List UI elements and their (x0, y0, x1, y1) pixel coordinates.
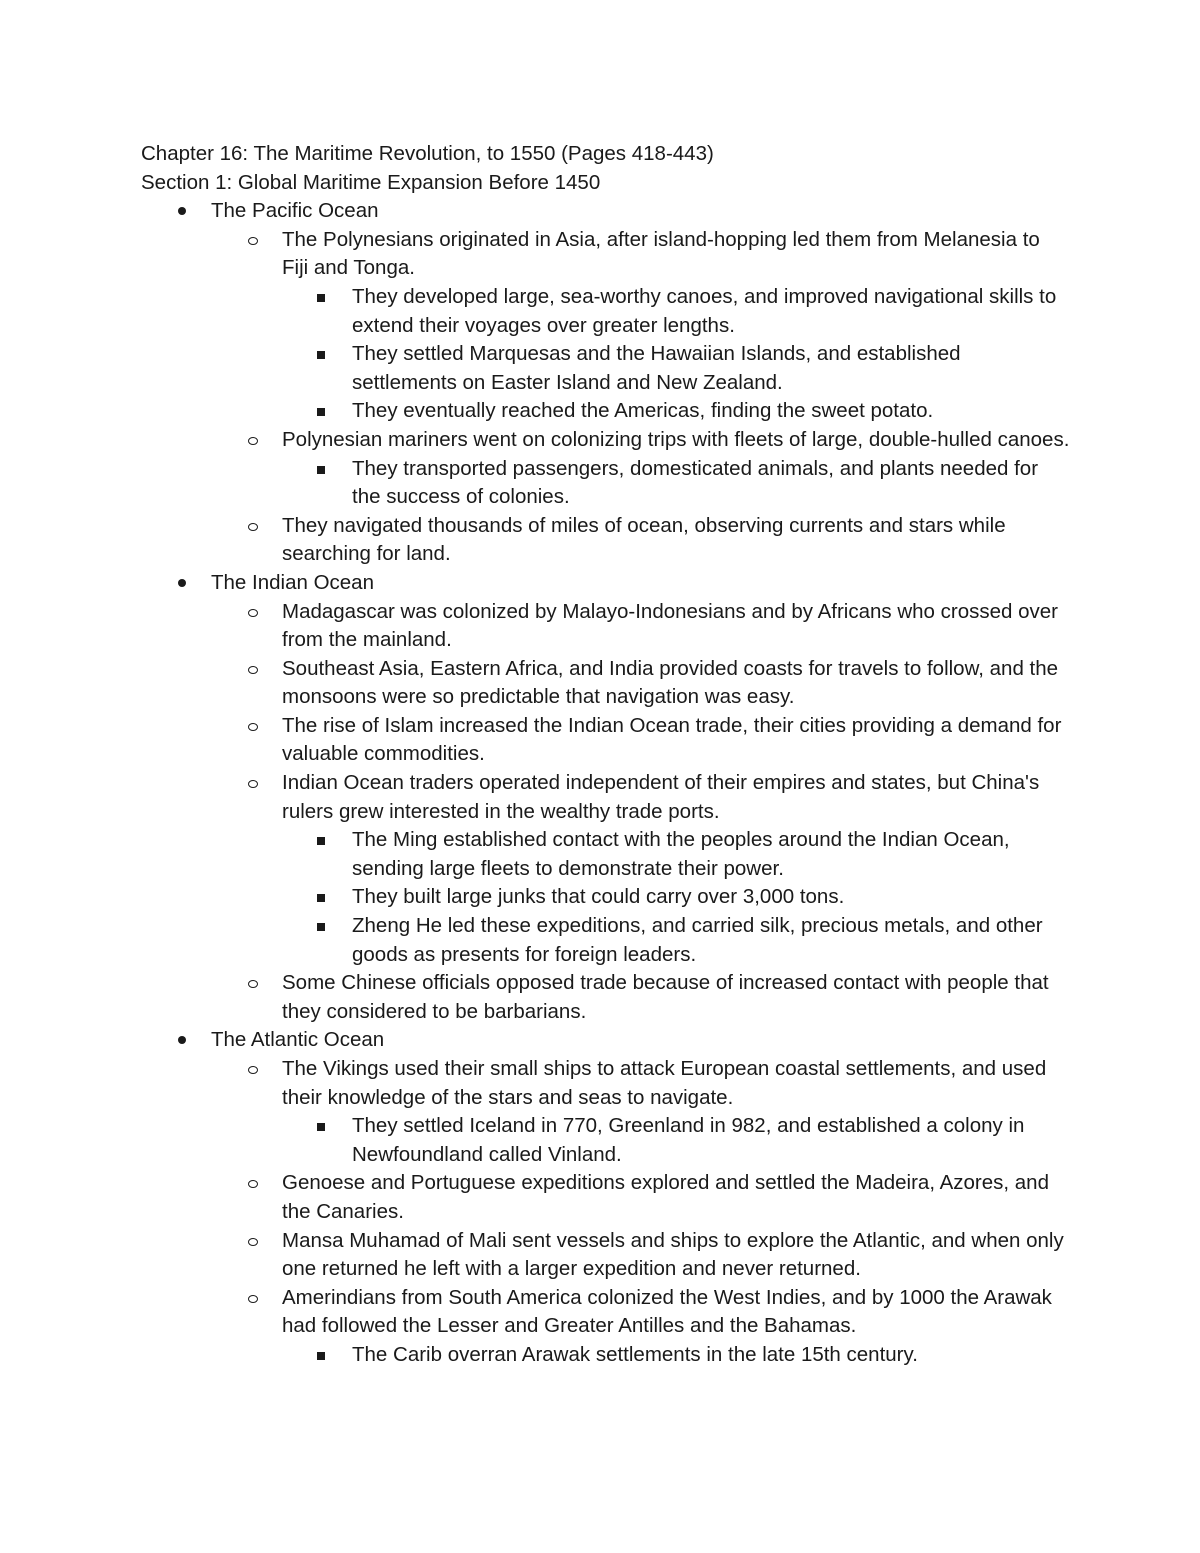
sub-sub-bullet (141, 1112, 1071, 1169)
bullet-square-icon (317, 1352, 325, 1360)
sub-bullet-text: Southeast Asia, Eastern Africa, and India provided coasts for travels to follow, and the monsoons were so predictable that navigation was easy. (282, 656, 1059, 709)
sub-sub-bullet-text: The Carib overran Arawak settlements in the late 15th century. (352, 1342, 918, 1366)
sub-bullet-text: Madagascar was colonized by Malayo-Indonesians and by Africans who crossed over from the mainland. (282, 599, 1058, 652)
sub-sub-bullet-text: They settled Iceland in 770, Greenland in 982, and established a colony in Newfoundland called Vinland. (352, 1114, 1025, 1166)
bullet-circle-icon (248, 1066, 258, 1074)
sub-bullet-text: They navigated thousands of miles of ocean, observing currents and stars while searching for land. (282, 513, 1006, 566)
sub-sub-bullet (141, 912, 1071, 969)
bullet-circle-icon (248, 237, 258, 245)
sub-bullet (141, 226, 1071, 283)
sub-bullet-text: Some Chinese officials opposed trade because of increased contact with people that they considered to be barbarians. (282, 971, 1049, 1023)
sub-bullet (141, 769, 1071, 826)
sub-bullet-text: The rise of Islam increased the Indian Ocean trade, their cities providing a demand for valuable commodities. (282, 713, 1062, 766)
bullet-square-icon (317, 294, 325, 302)
sub-bullet-text: Mansa Muhamad of Mali sent vessels and ships to explore the Atlantic, and when only one returned he left with a larger expedition and never returned. (282, 1228, 1064, 1281)
bullet-dot-icon (178, 207, 186, 215)
sub-bullet-text: Amerindians from South America colonized the West Indies, and by 1000 the Arawak had followed the Lesser and Greater Antilles and the Bahamas. (282, 1285, 1052, 1338)
bullet-square-icon (317, 1123, 325, 1131)
bullet-circle-icon (248, 1180, 258, 1188)
bullet-square-icon (317, 408, 325, 416)
bullet-circle-icon (248, 666, 258, 674)
bullet-square-icon (317, 923, 325, 931)
bullet-text: The Indian Ocean (211, 570, 374, 594)
sub-sub-bullet (141, 397, 1071, 426)
sub-bullet-text: Indian Ocean traders operated independent of their empires and states, but China's rulers grew interested in the wealthy trade ports. (282, 771, 1040, 823)
bullet-circle-icon (248, 780, 258, 788)
bullet-indian-ocean (141, 569, 1071, 598)
chapter-title: Chapter 16: The Maritime Revolution, to 1550 (Pages 418-443) (141, 142, 714, 165)
sub-bullet (141, 512, 1071, 569)
bullet-text: The Pacific Ocean (211, 199, 379, 223)
bullet-text: The Atlantic Ocean (211, 1028, 385, 1052)
sub-sub-bullet (141, 283, 1071, 340)
sub-bullet (141, 1284, 1071, 1341)
bullet-circle-icon (248, 1238, 258, 1246)
sub-sub-bullet (141, 883, 1071, 912)
sub-bullet (141, 655, 1071, 712)
sub-sub-bullet-text: They developed large, sea-worthy canoes, and improved navigational skills to extend their voyages over greater lengths. (352, 284, 1057, 337)
bullet-square-icon (317, 837, 325, 845)
bullet-pacific-ocean (141, 197, 1071, 226)
sub-sub-bullet-text: They settled Marquesas and the Hawaiian Islands, and established settlements on Easter Island and New Zealand. (352, 342, 961, 394)
sub-bullet-text: Polynesian mariners went on colonizing trips with fleets of large, double-hulled canoes. (282, 427, 1070, 451)
sub-bullet (141, 426, 1071, 455)
sub-bullet (141, 712, 1071, 769)
bullet-dot-icon (178, 579, 186, 587)
document-body (141, 140, 1071, 1370)
sub-sub-bullet (141, 455, 1071, 512)
sub-sub-bullet-text: They built large junks that could carry over 3,000 tons. (352, 885, 845, 909)
section-heading: Section 1: Global Maritime Expansion Before 1450 (141, 170, 601, 194)
bullet-square-icon (317, 466, 325, 474)
sub-bullet (141, 1055, 1071, 1112)
bullet-circle-icon (248, 523, 258, 531)
sub-sub-bullet-text: They transported passengers, domesticated animals, and plants needed for the success of colonies. (352, 456, 1039, 509)
sub-sub-bullet-text: The Ming established contact with the peoples around the Indian Ocean, sending large fleets to demonstrate their power. (352, 828, 1010, 880)
bullet-square-icon (317, 894, 325, 902)
bullet-square-icon (317, 351, 325, 359)
sub-sub-bullet (141, 826, 1071, 883)
sub-bullet (141, 969, 1071, 1026)
sub-sub-bullet (141, 340, 1071, 397)
sub-sub-bullet-text: Zheng He led these expeditions, and carried silk, precious metals, and other goods as presents for foreign leaders. (352, 914, 1043, 966)
sub-bullet-text: The Vikings used their small ships to attack European coastal settlements, and used their knowledge of the stars and seas to navigate. (282, 1057, 1047, 1109)
bullet-circle-icon (248, 980, 258, 988)
sub-sub-bullet (141, 1341, 1071, 1370)
bullet-circle-icon (248, 723, 258, 731)
bullet-circle-icon (248, 437, 258, 445)
bullet-circle-icon (248, 1295, 258, 1303)
sub-bullet-text: The Polynesians originated in Asia, after island-hopping led them from Melanesia to Fiji and Tonga. (282, 227, 1040, 280)
sub-bullet (141, 1169, 1071, 1226)
sub-bullet-text: Genoese and Portuguese expeditions explored and settled the Madeira, Azores, and the Canaries. (282, 1171, 1049, 1223)
bullet-atlantic-ocean (141, 1026, 1071, 1055)
sub-sub-bullet-text: They eventually reached the Americas, finding the sweet potato. (352, 399, 934, 423)
bullet-dot-icon (178, 1036, 186, 1044)
bullet-circle-icon (248, 609, 258, 617)
sub-bullet (141, 1227, 1071, 1284)
sub-bullet (141, 598, 1071, 655)
